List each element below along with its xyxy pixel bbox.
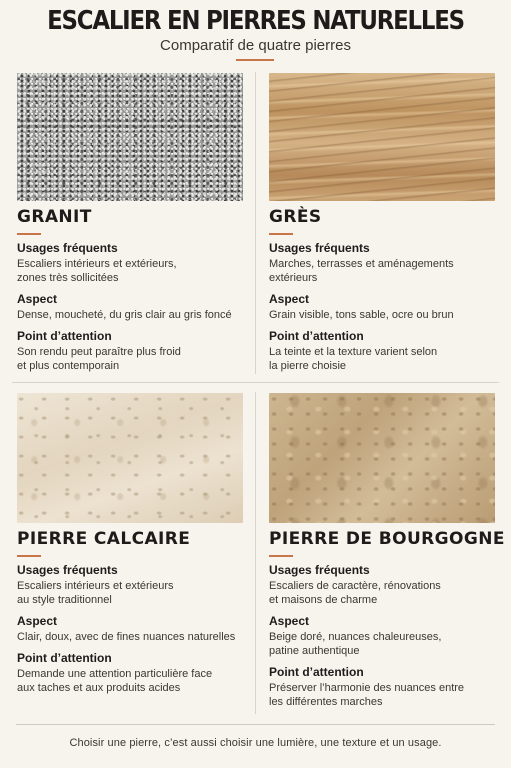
attention-label: Point d’attention	[17, 651, 112, 665]
stone-card-bourgogne	[269, 393, 505, 709]
usages-text: Escaliers intérieurs et extérieurs au style traditionnel	[17, 580, 174, 606]
aspect-text: Dense, moucheté, du gris clair au gris foncé	[17, 309, 232, 321]
gres-texture-image	[269, 73, 495, 201]
aspect-text: Clair, doux, avec de fines nuances naturelles	[17, 631, 236, 643]
aspect-label: Aspect	[17, 292, 58, 306]
footer-divider	[16, 724, 495, 725]
stone-accent-rule	[269, 555, 293, 557]
usages-text: Marches, terrasses et aménagements extérieurs	[269, 258, 454, 284]
page-subtitle: Comparatif de quatre pierres	[160, 37, 351, 54]
usages-text: Escaliers intérieurs et extérieurs, zones très sollicitées	[17, 258, 177, 284]
attention-label: Point d’attention	[269, 665, 364, 679]
attention-text: La teinte et la texture varient selon la pierre choisie	[269, 346, 438, 372]
title-accent-rule	[236, 59, 274, 61]
usages-label: Usages fréquents	[269, 241, 370, 255]
attention-text: Demande une attention particulière face aux taches et aux produits acides	[17, 668, 213, 694]
stone-name: GRANIT	[17, 207, 92, 227]
column-divider-bottom	[255, 392, 256, 714]
stone-accent-rule	[269, 233, 293, 235]
stone-name: PIERRE CALCAIRE	[17, 529, 191, 549]
attention-text: Préserver l’harmonie des nuances entre les différentes marches	[269, 682, 465, 708]
aspect-text: Beige doré, nuances chaleureuses, patine authentique	[269, 631, 442, 657]
stone-name: PIERRE DE BOURGOGNE	[269, 529, 505, 549]
usages-label: Usages fréquents	[269, 563, 370, 577]
stone-accent-rule	[17, 233, 41, 235]
usages-text: Escaliers de caractère, rénovations et maisons de charme	[269, 580, 441, 606]
granit-texture-image	[17, 73, 243, 201]
usages-label: Usages fréquents	[17, 563, 118, 577]
footer-tagline: Choisir une pierre, c’est aussi choisir une lumière, une texture et un usage.	[69, 737, 442, 749]
calcaire-texture-image	[17, 393, 243, 523]
row-divider	[12, 382, 499, 383]
aspect-label: Aspect	[17, 614, 58, 628]
stone-card-calcaire	[17, 393, 243, 695]
aspect-text: Grain visible, tons sable, ocre ou brun	[269, 309, 454, 321]
stone-card-gres	[269, 73, 495, 373]
usages-label: Usages fréquents	[17, 241, 118, 255]
attention-text: Son rendu peut paraître plus froid et plus contemporain	[17, 346, 181, 372]
stone-accent-rule	[17, 555, 41, 557]
stone-name: GRÈS	[269, 207, 322, 227]
page-title: ESCALIER EN PIERRES NATURELLES	[47, 6, 464, 36]
stone-card-granit	[17, 73, 243, 373]
aspect-label: Aspect	[269, 292, 310, 306]
attention-label: Point d’attention	[269, 329, 364, 343]
bourgogne-texture-image	[269, 393, 495, 523]
attention-label: Point d’attention	[17, 329, 112, 343]
column-divider-top	[255, 72, 256, 374]
aspect-label: Aspect	[269, 614, 310, 628]
